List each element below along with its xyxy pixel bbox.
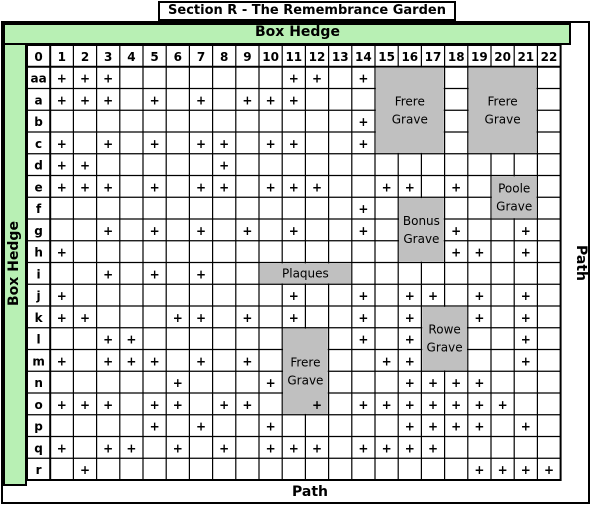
grave-label: Frere <box>290 355 321 370</box>
grave-label: Grave <box>496 199 533 214</box>
plot-marker[interactable]: + <box>79 463 91 478</box>
plot-marker[interactable]: + <box>265 376 276 391</box>
plot-marker[interactable]: + <box>427 419 439 434</box>
plot-marker[interactable]: + <box>358 289 369 304</box>
row-header: i <box>36 267 41 282</box>
plot-marker[interactable]: + <box>404 289 415 304</box>
plot-marker[interactable]: + <box>288 71 299 86</box>
plot-marker[interactable]: + <box>149 180 160 195</box>
column-header: 3 <box>104 49 113 64</box>
plot-marker[interactable]: + <box>404 354 415 369</box>
plot-marker[interactable]: + <box>265 419 276 434</box>
grave-label: Bonus <box>402 213 440 228</box>
plot-marker[interactable]: + <box>79 310 91 325</box>
plot-marker[interactable]: + <box>381 180 392 195</box>
row-header: a <box>34 93 43 108</box>
column-header: 1 <box>57 49 66 64</box>
plot-marker[interactable]: + <box>56 397 67 412</box>
row-header: g <box>34 223 43 238</box>
plot-marker[interactable]: + <box>451 245 462 260</box>
plot-marker[interactable]: + <box>451 419 462 434</box>
plot-marker[interactable]: + <box>79 93 91 108</box>
plot-marker[interactable]: + <box>149 267 160 282</box>
plot-marker[interactable]: + <box>126 354 137 369</box>
column-header: 17 <box>424 49 442 64</box>
grave-block <box>469 68 537 153</box>
plot-marker[interactable]: + <box>195 354 207 369</box>
plot-marker[interactable]: + <box>358 397 369 412</box>
plot-marker[interactable]: + <box>195 419 207 434</box>
plot-marker[interactable]: + <box>103 354 114 369</box>
row-header: k <box>34 310 43 325</box>
plot-marker[interactable]: + <box>520 289 531 304</box>
column-header: 6 <box>173 49 182 64</box>
row-header: n <box>34 376 43 391</box>
column-header: 13 <box>331 49 349 64</box>
column-header: 4 <box>127 49 136 64</box>
plot-marker[interactable]: + <box>474 310 485 325</box>
plot-marker[interactable]: + <box>404 441 415 456</box>
plot-marker[interactable]: + <box>311 397 323 412</box>
plot-marker[interactable]: + <box>265 180 276 195</box>
grave-block <box>399 198 444 262</box>
row-header: b <box>34 115 43 130</box>
plot-marker[interactable]: + <box>195 223 207 238</box>
row-header: e <box>34 180 43 195</box>
column-header: 15 <box>378 49 395 64</box>
row-header: p <box>34 419 43 434</box>
plot-marker[interactable]: + <box>149 354 160 369</box>
plot-marker[interactable]: + <box>381 397 392 412</box>
page-title: Section R - The Remembrance Garden <box>158 1 456 21</box>
row-header: l <box>36 332 41 347</box>
path-bottom-label: Path <box>292 484 328 500</box>
row-header: o <box>34 397 43 412</box>
plot-marker[interactable]: + <box>149 419 160 434</box>
plot-marker[interactable]: + <box>172 441 183 456</box>
column-header: 22 <box>540 49 558 64</box>
row-header: h <box>34 245 43 260</box>
plot-marker[interactable]: + <box>56 93 67 108</box>
plot-marker[interactable]: + <box>427 397 439 412</box>
grave-label: Rowe <box>428 322 461 337</box>
plot-marker[interactable]: + <box>404 310 415 325</box>
plot-marker[interactable]: + <box>103 441 114 456</box>
plot-marker[interactable]: + <box>427 289 439 304</box>
plot-marker[interactable]: + <box>242 223 253 238</box>
plot-marker[interactable]: + <box>381 441 392 456</box>
plot-marker[interactable]: + <box>103 332 114 347</box>
plot-marker[interactable]: + <box>520 354 531 369</box>
grave-label: Grave <box>403 231 440 246</box>
plot-marker[interactable]: + <box>56 310 67 325</box>
grave-label: Frere <box>487 94 518 109</box>
column-header: 21 <box>517 49 535 64</box>
plot-marker[interactable]: + <box>149 93 160 108</box>
plot-marker[interactable]: + <box>404 376 415 391</box>
plot-marker[interactable]: + <box>451 397 462 412</box>
plot-marker[interactable]: + <box>451 376 462 391</box>
plot-marker[interactable]: + <box>358 332 369 347</box>
plot-marker[interactable]: + <box>474 419 485 434</box>
plot-marker[interactable]: + <box>288 310 299 325</box>
plot-marker[interactable]: + <box>219 180 230 195</box>
plot-marker[interactable]: + <box>288 136 299 151</box>
plot-marker[interactable]: + <box>265 136 276 151</box>
plot-marker[interactable]: + <box>520 310 531 325</box>
row-header: c <box>35 136 43 151</box>
plot-marker[interactable]: + <box>56 136 67 151</box>
plot-marker[interactable]: + <box>103 180 114 195</box>
plot-marker[interactable]: + <box>474 463 485 478</box>
plot-marker[interactable]: + <box>358 115 369 130</box>
plot-marker[interactable]: + <box>219 441 230 456</box>
plot-marker[interactable]: + <box>56 441 67 456</box>
column-header: 20 <box>494 49 511 64</box>
plot-marker[interactable]: + <box>358 441 369 456</box>
plot-marker[interactable]: + <box>404 419 415 434</box>
plot-marker[interactable]: + <box>56 354 67 369</box>
plot-marker[interactable]: + <box>103 397 114 412</box>
plot-marker[interactable]: + <box>195 267 207 282</box>
plot-marker[interactable]: + <box>404 332 415 347</box>
row-header: j <box>36 289 41 304</box>
plot-marker[interactable]: + <box>195 93 207 108</box>
plot-marker[interactable]: + <box>103 71 114 86</box>
row-header: f <box>35 202 42 217</box>
path-right-label: Path <box>573 245 589 281</box>
plot-marker[interactable]: + <box>288 289 299 304</box>
plot-marker[interactable]: + <box>265 93 276 108</box>
plot-marker[interactable]: + <box>56 245 67 260</box>
grave-label: Frere <box>394 94 425 109</box>
row-header: q <box>34 441 43 456</box>
plot-marker[interactable]: + <box>288 441 299 456</box>
row-header: r <box>35 463 42 478</box>
column-header: 18 <box>447 49 465 64</box>
plot-marker[interactable]: + <box>195 310 207 325</box>
hedge-top-label: Box Hedge <box>255 24 340 40</box>
plot-marker[interactable]: + <box>474 289 485 304</box>
plot-marker[interactable]: + <box>103 267 114 282</box>
plot-marker[interactable]: + <box>451 180 462 195</box>
plot-marker[interactable]: + <box>219 158 230 173</box>
grave-label: Grave <box>287 373 324 388</box>
plot-marker[interactable]: + <box>265 441 276 456</box>
plot-marker[interactable]: + <box>311 71 323 86</box>
plot-marker[interactable]: + <box>126 441 137 456</box>
plot-marker[interactable]: + <box>358 310 369 325</box>
plot-marker[interactable]: + <box>103 223 114 238</box>
plot-marker[interactable]: + <box>79 180 91 195</box>
grave-label: Poole <box>498 181 531 196</box>
plot-marker[interactable]: + <box>358 71 369 86</box>
grave-block <box>376 68 444 153</box>
plot-marker[interactable]: + <box>474 397 485 412</box>
plot-marker[interactable]: + <box>288 93 299 108</box>
plot-marker[interactable]: + <box>56 158 67 173</box>
grave-label: Grave <box>484 112 521 127</box>
column-header: 0 <box>34 49 43 64</box>
column-header: 14 <box>355 49 372 64</box>
plot-marker[interactable]: + <box>311 441 323 456</box>
plot-marker[interactable]: + <box>172 310 183 325</box>
plot-marker[interactable]: + <box>242 354 253 369</box>
grave-label: Grave <box>391 112 428 127</box>
column-header: 9 <box>243 49 252 64</box>
grave-label: Grave <box>426 340 463 355</box>
plot-marker[interactable]: + <box>520 419 531 434</box>
plot-marker[interactable]: + <box>242 397 253 412</box>
plot-marker[interactable]: + <box>149 223 160 238</box>
plot-marker[interactable]: + <box>474 376 485 391</box>
plot-marker[interactable]: + <box>520 463 531 478</box>
plot-marker[interactable]: + <box>474 245 485 260</box>
column-header: 8 <box>220 49 229 64</box>
column-header: 11 <box>285 49 303 64</box>
plot-marker[interactable]: + <box>497 397 508 412</box>
plot-marker[interactable]: + <box>219 397 230 412</box>
plot-marker[interactable]: + <box>79 71 91 86</box>
plot-marker[interactable]: + <box>520 332 531 347</box>
plot-marker[interactable]: + <box>520 245 531 260</box>
plot-marker[interactable]: + <box>427 376 439 391</box>
plot-marker[interactable]: + <box>451 223 462 238</box>
column-header: 19 <box>471 49 488 64</box>
plot-marker[interactable]: + <box>149 136 160 151</box>
plot-marker[interactable]: + <box>126 332 137 347</box>
plot-marker[interactable]: + <box>311 180 323 195</box>
column-header: 2 <box>80 49 90 64</box>
column-header: 7 <box>196 49 206 64</box>
plot-marker[interactable]: + <box>358 202 369 217</box>
plot-marker[interactable]: + <box>358 223 369 238</box>
plot-marker[interactable]: + <box>219 136 230 151</box>
plot-marker[interactable]: + <box>242 93 253 108</box>
plot-marker[interactable]: + <box>56 180 67 195</box>
plot-marker[interactable]: + <box>404 397 415 412</box>
plot-marker[interactable]: + <box>103 93 114 108</box>
plot-marker[interactable]: + <box>56 71 67 86</box>
plot-marker[interactable]: + <box>404 180 415 195</box>
row-header: d <box>34 158 43 173</box>
plot-marker[interactable]: + <box>172 376 183 391</box>
grave-label: Plaques <box>282 266 329 281</box>
plot-marker[interactable]: + <box>103 136 114 151</box>
plot-marker[interactable]: + <box>520 223 531 238</box>
plot-marker[interactable]: + <box>242 310 253 325</box>
plot-marker[interactable]: + <box>288 223 299 238</box>
plot-marker[interactable]: + <box>288 180 299 195</box>
plot-marker[interactable]: + <box>195 136 207 151</box>
row-header: m <box>32 354 45 369</box>
column-header: 16 <box>401 49 419 64</box>
plot-marker[interactable]: + <box>497 463 508 478</box>
column-header: 5 <box>150 49 159 64</box>
plot-marker[interactable]: + <box>427 441 439 456</box>
plot-marker[interactable]: + <box>79 397 91 412</box>
grave-block <box>422 307 467 371</box>
plot-marker[interactable]: + <box>56 289 67 304</box>
column-header: 10 <box>262 49 279 64</box>
plot-marker[interactable]: + <box>149 397 160 412</box>
plot-marker[interactable]: + <box>358 136 369 151</box>
column-header: 12 <box>308 49 326 64</box>
hedge-left-label: Box Hedge <box>6 221 22 306</box>
plot-marker[interactable]: + <box>172 397 183 412</box>
plot-marker[interactable]: + <box>79 158 91 173</box>
plot-marker[interactable]: + <box>381 354 392 369</box>
plot-marker[interactable]: + <box>195 180 207 195</box>
row-header: aa <box>30 71 47 86</box>
plot-marker[interactable]: + <box>543 463 555 478</box>
